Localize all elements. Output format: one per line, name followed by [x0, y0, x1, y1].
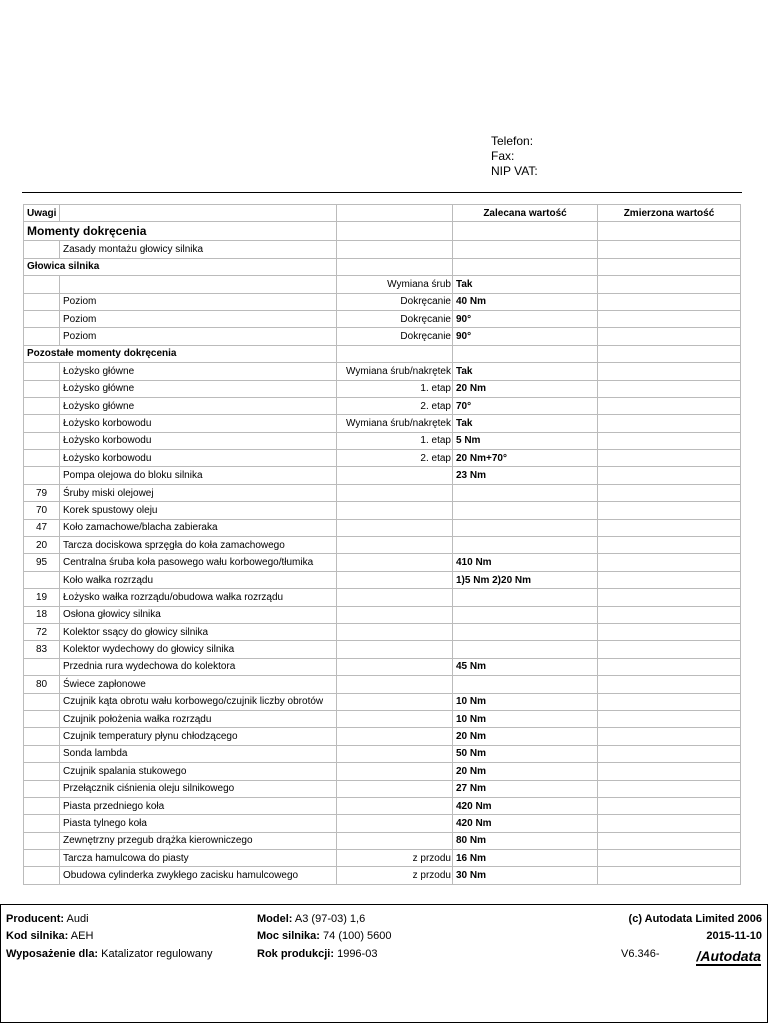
recommended-cell: 20 Nm: [453, 728, 598, 745]
description-cell: Koło zamachowe/blacha zabieraka: [60, 519, 337, 536]
equipment-label: Wyposażenie dla:: [6, 948, 99, 960]
recommended-cell: [453, 606, 598, 623]
group-title: Głowica silnika: [24, 258, 337, 275]
measured-cell: [598, 432, 741, 449]
header-condition: [337, 205, 453, 222]
measured-cell: [598, 780, 741, 797]
measured-cell: [598, 710, 741, 727]
condition-cell: Dokręcanie: [337, 310, 453, 327]
table-row: [24, 658, 741, 675]
recommended-cell: 40 Nm: [453, 293, 598, 310]
section-title: Momenty dokręcenia: [24, 222, 337, 241]
condition-cell: [337, 815, 453, 832]
condition-cell: [337, 745, 453, 762]
description-cell: Czujnik spalania stukowego: [60, 763, 337, 780]
measured-cell: [598, 745, 741, 762]
condition-cell: [337, 728, 453, 745]
condition-cell: [337, 571, 453, 588]
condition-cell: Wymiana śrub/nakrętek: [337, 363, 453, 380]
measured-cell: [598, 763, 741, 780]
description-cell: Kolektor wydechowy do głowicy silnika: [60, 641, 337, 658]
condition-cell: [337, 780, 453, 797]
description-cell: Poziom: [60, 328, 337, 345]
measured-cell: [598, 310, 741, 327]
header-recommended: Zalecana wartość: [453, 205, 598, 222]
measured-cell: [598, 554, 741, 571]
measured-cell: [598, 380, 741, 397]
description-cell: Piasta tylnego koła: [60, 815, 337, 832]
recommended-cell: 10 Nm: [453, 710, 598, 727]
measured-cell: [598, 728, 741, 745]
table-row: [24, 763, 741, 780]
ref-cell: [24, 241, 60, 258]
ref-cell: [24, 415, 60, 432]
condition-cell: [337, 832, 453, 849]
condition-cell: 1. etap: [337, 432, 453, 449]
description-cell: Przełącznik ciśnienia oleju silnikowego: [60, 780, 337, 797]
condition-cell: Dokręcanie: [337, 328, 453, 345]
ref-cell: [24, 363, 60, 380]
table-row: [24, 676, 741, 693]
condition-cell: [337, 258, 453, 275]
recommended-cell: 80 Nm: [453, 832, 598, 849]
table-row: [24, 276, 741, 293]
model-line: [257, 912, 365, 926]
table-row: [24, 467, 741, 484]
recommended-cell: 45 Nm: [453, 658, 598, 675]
description-cell: Czujnik temperatury płynu chłodzącego: [60, 728, 337, 745]
condition-cell: [337, 641, 453, 658]
table-row: [24, 519, 741, 536]
year-line: [257, 947, 377, 961]
ref-cell: [24, 380, 60, 397]
ref-cell: [24, 850, 60, 867]
table-row: [24, 797, 741, 814]
ref-cell: [24, 467, 60, 484]
description-cell: Sonda lambda: [60, 745, 337, 762]
condition-cell: [337, 589, 453, 606]
table-row: [24, 328, 741, 345]
recommended-cell: 1)5 Nm 2)20 Nm: [453, 571, 598, 588]
measured-cell: [598, 345, 741, 362]
copyright: (c) Autodata Limited 2006: [628, 913, 762, 925]
logo-slash: /: [696, 948, 701, 964]
table-row: [24, 815, 741, 832]
condition-cell: [337, 484, 453, 501]
recommended-cell: 27 Nm: [453, 780, 598, 797]
measured-cell: [598, 537, 741, 554]
phone-label: Telefon:: [491, 134, 534, 148]
recommended-cell: Tak: [453, 276, 598, 293]
condition-cell: Dokręcanie: [337, 293, 453, 310]
recommended-cell: [453, 502, 598, 519]
ref-cell: 79: [24, 484, 60, 501]
power-line: [257, 929, 392, 943]
description-cell: Tarcza hamulcowa do piasty: [60, 850, 337, 867]
condition-cell: [337, 606, 453, 623]
model-label: Model:: [257, 913, 293, 925]
ref-cell: [24, 328, 60, 345]
table-row: [24, 745, 741, 762]
measured-cell: [598, 658, 741, 675]
condition-cell: z przodu: [337, 867, 453, 884]
condition-cell: [337, 537, 453, 554]
condition-cell: [337, 241, 453, 258]
year-label: Rok produkcji:: [257, 948, 335, 960]
ref-cell: [24, 432, 60, 449]
description-cell: Centralna śruba koła pasowego wału korbowego/tłumika: [60, 554, 337, 571]
model-value: A3 (97-03) 1,6: [294, 913, 366, 925]
condition-cell: 2. etap: [337, 397, 453, 414]
condition-cell: [337, 658, 453, 675]
table-row: [24, 780, 741, 797]
recommended-cell: 20 Nm: [453, 763, 598, 780]
condition-cell: [337, 502, 453, 519]
description-cell: Łożysko korbowodu: [60, 415, 337, 432]
recommended-cell: [453, 241, 598, 258]
measured-cell: [598, 850, 741, 867]
header-measured: Zmierzona wartość: [598, 205, 741, 222]
version: V6.346-: [621, 948, 660, 960]
condition-cell: [337, 345, 453, 362]
ref-cell: 80: [24, 676, 60, 693]
recommended-cell: [453, 676, 598, 693]
contact-block: [491, 134, 538, 179]
description-cell: Czujnik kąta obrotu wału korbowego/czujnik liczby obrotów: [60, 693, 337, 710]
ref-cell: [24, 797, 60, 814]
measured-cell: [598, 606, 741, 623]
recommended-cell: [453, 484, 598, 501]
table-row: [24, 310, 741, 327]
table-row: [24, 832, 741, 849]
recommended-cell: 30 Nm: [453, 867, 598, 884]
header-divider: [22, 192, 742, 193]
table-row: [24, 380, 741, 397]
section-row: [24, 222, 741, 241]
measured-cell: [598, 258, 741, 275]
table-row: [24, 693, 741, 710]
measured-cell: [598, 623, 741, 640]
condition-cell: [337, 797, 453, 814]
table-row: [24, 484, 741, 501]
ref-cell: 95: [24, 554, 60, 571]
description-cell: Czujnik położenia wałka rozrządu: [60, 710, 337, 727]
measured-cell: [598, 797, 741, 814]
recommended-cell: [453, 537, 598, 554]
engine-code-value: AEH: [70, 930, 94, 942]
ref-cell: [24, 710, 60, 727]
equipment-line: [6, 947, 212, 961]
condition-cell: 2. etap: [337, 450, 453, 467]
vat-label: NIP VAT:: [491, 164, 538, 178]
recommended-cell: 20 Nm: [453, 380, 598, 397]
description-cell: Tarcza dociskowa sprzęgła do koła zamachowego: [60, 537, 337, 554]
autodata-logo: [696, 949, 761, 966]
description-cell: Kolektor ssący do głowicy silnika: [60, 623, 337, 640]
measured-cell: [598, 641, 741, 658]
recommended-cell: Tak: [453, 363, 598, 380]
header-notes: Uwagi: [24, 205, 60, 222]
ref-cell: 83: [24, 641, 60, 658]
table-row: [24, 728, 741, 745]
table-row: [24, 710, 741, 727]
recommended-cell: Tak: [453, 415, 598, 432]
description-cell: Łożysko wałka rozrządu/obudowa wałka rozrządu: [60, 589, 337, 606]
ref-cell: [24, 867, 60, 884]
table-row: [24, 363, 741, 380]
ref-cell: [24, 276, 60, 293]
ref-cell: 72: [24, 623, 60, 640]
ref-cell: 70: [24, 502, 60, 519]
ref-cell: 20: [24, 537, 60, 554]
ref-cell: [24, 780, 60, 797]
measured-cell: [598, 832, 741, 849]
group-title: Pozostałe momenty dokręcenia: [24, 345, 337, 362]
description-cell: Osłona głowicy silnika: [60, 606, 337, 623]
condition-cell: [337, 519, 453, 536]
description-cell: Zewnętrzny przegub drążka kierowniczego: [60, 832, 337, 849]
description-cell: Zasady montażu głowicy silnika: [60, 241, 337, 258]
table-row: [24, 554, 741, 571]
recommended-cell: 16 Nm: [453, 850, 598, 867]
measured-cell: [598, 589, 741, 606]
description-cell: Przednia rura wydechowa do kolektora: [60, 658, 337, 675]
equipment-value: Katalizator regulowany: [101, 948, 213, 960]
recommended-cell: [453, 641, 598, 658]
description-cell: Obudowa cylinderka zwykłego zacisku hamulcowego: [60, 867, 337, 884]
condition-cell: z przodu: [337, 850, 453, 867]
description-cell: Świece zapłonowe: [60, 676, 337, 693]
group-row: [24, 345, 741, 362]
table-row: [24, 397, 741, 414]
engine-code-label: Kod silnika:: [6, 930, 69, 942]
ref-cell: [24, 832, 60, 849]
recommended-cell: [453, 519, 598, 536]
description-cell: Korek spustowy oleju: [60, 502, 337, 519]
description-cell: Piasta przedniego koła: [60, 797, 337, 814]
measured-cell: [598, 363, 741, 380]
recommended-cell: 23 Nm: [453, 467, 598, 484]
header-description: [60, 205, 337, 222]
condition-cell: Wymiana śrub/nakrętek: [337, 415, 453, 432]
measured-cell: [598, 397, 741, 414]
measured-cell: [598, 467, 741, 484]
condition-cell: Wymiana śrub: [337, 276, 453, 293]
table-row: [24, 502, 741, 519]
table-row: [24, 537, 741, 554]
condition-cell: [337, 623, 453, 640]
ref-cell: [24, 815, 60, 832]
measured-cell: [598, 222, 741, 241]
table-row: [24, 241, 741, 258]
measured-cell: [598, 571, 741, 588]
logo-text: Autodata: [700, 948, 761, 964]
description-cell: Koło wałka rozrządu: [60, 571, 337, 588]
measured-cell: [598, 693, 741, 710]
table-row: [24, 867, 741, 884]
recommended-cell: 90°: [453, 310, 598, 327]
table-row: [24, 432, 741, 449]
ref-cell: [24, 745, 60, 762]
ref-cell: [24, 571, 60, 588]
table-row: [24, 641, 741, 658]
measured-cell: [598, 815, 741, 832]
recommended-cell: 70°: [453, 397, 598, 414]
measured-cell: [598, 328, 741, 345]
recommended-cell: 50 Nm: [453, 745, 598, 762]
table-header-row: [24, 205, 741, 222]
report-date: 2015-11-10: [706, 930, 762, 942]
table-row: [24, 850, 741, 867]
description-cell: Śruby miski olejowej: [60, 484, 337, 501]
description-cell: Łożysko główne: [60, 397, 337, 414]
description-cell: Łożysko główne: [60, 363, 337, 380]
condition-cell: [337, 710, 453, 727]
description-cell: Poziom: [60, 293, 337, 310]
description-cell: Pompa olejowa do bloku silnika: [60, 467, 337, 484]
recommended-cell: 20 Nm+70°: [453, 450, 598, 467]
year-value: 1996-03: [337, 948, 378, 960]
description-cell: Poziom: [60, 310, 337, 327]
table-row: [24, 623, 741, 640]
power-value: 74 (100) 5600: [323, 930, 392, 942]
condition-cell: [337, 554, 453, 571]
recommended-cell: [453, 623, 598, 640]
recommended-cell: [453, 258, 598, 275]
recommended-cell: [453, 222, 598, 241]
ref-cell: [24, 310, 60, 327]
ref-cell: 19: [24, 589, 60, 606]
measured-cell: [598, 484, 741, 501]
engine-code-line: [6, 929, 93, 943]
condition-cell: [337, 222, 453, 241]
producer-line: [6, 912, 89, 926]
ref-cell: [24, 763, 60, 780]
condition-cell: [337, 676, 453, 693]
ref-cell: 47: [24, 519, 60, 536]
table-row: [24, 415, 741, 432]
ref-cell: 18: [24, 606, 60, 623]
measured-cell: [598, 867, 741, 884]
ref-cell: [24, 397, 60, 414]
torque-table: [23, 204, 741, 885]
recommended-cell: 90°: [453, 328, 598, 345]
description-cell: [60, 276, 337, 293]
table-row: [24, 571, 741, 588]
table-row: [24, 589, 741, 606]
recommended-cell: [453, 345, 598, 362]
description-cell: Łożysko główne: [60, 380, 337, 397]
group-row: [24, 258, 741, 275]
table-row: [24, 450, 741, 467]
measured-cell: [598, 519, 741, 536]
measured-cell: [598, 450, 741, 467]
recommended-cell: 420 Nm: [453, 797, 598, 814]
condition-cell: 1. etap: [337, 380, 453, 397]
recommended-cell: 10 Nm: [453, 693, 598, 710]
ref-cell: [24, 693, 60, 710]
recommended-cell: 5 Nm: [453, 432, 598, 449]
recommended-cell: 410 Nm: [453, 554, 598, 571]
measured-cell: [598, 676, 741, 693]
ref-cell: [24, 293, 60, 310]
measured-cell: [598, 276, 741, 293]
table-row: [24, 293, 741, 310]
description-cell: Łożysko korbowodu: [60, 432, 337, 449]
description-cell: Łożysko korbowodu: [60, 450, 337, 467]
ref-cell: [24, 728, 60, 745]
recommended-cell: [453, 589, 598, 606]
condition-cell: [337, 467, 453, 484]
measured-cell: [598, 415, 741, 432]
producer-label: Producent:: [6, 913, 65, 925]
producer-value: Audi: [66, 913, 89, 925]
condition-cell: [337, 693, 453, 710]
condition-cell: [337, 763, 453, 780]
recommended-cell: 420 Nm: [453, 815, 598, 832]
measured-cell: [598, 293, 741, 310]
measured-cell: [598, 502, 741, 519]
measured-cell: [598, 241, 741, 258]
footer-info: [0, 904, 768, 1023]
ref-cell: [24, 450, 60, 467]
fax-label: Fax:: [491, 149, 515, 163]
power-label: Moc silnika:: [257, 930, 320, 942]
ref-cell: [24, 658, 60, 675]
table-row: [24, 606, 741, 623]
